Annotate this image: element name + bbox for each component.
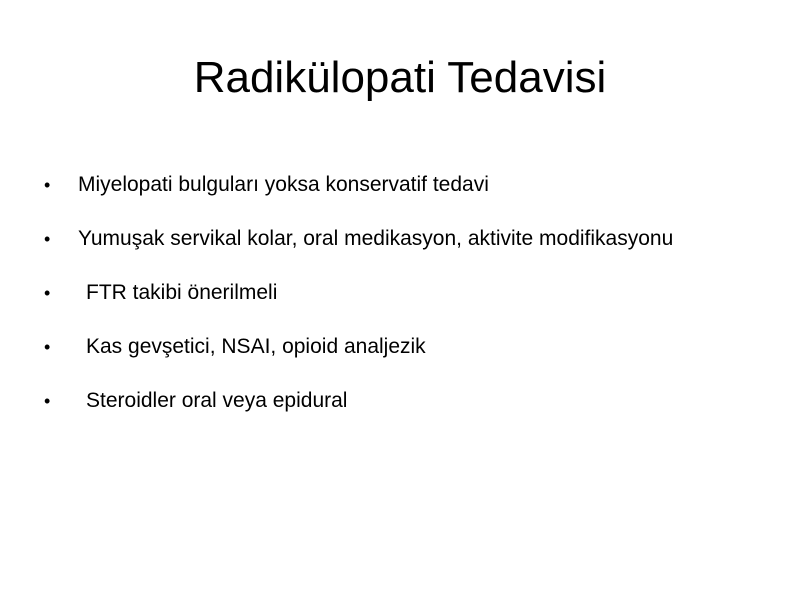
bullet-icon: • — [44, 283, 51, 303]
bullet-icon: • — [44, 391, 51, 411]
bullet-text: Miyelopati bulguları yoksa konservatif tedavi — [78, 173, 489, 196]
bullet-icon: • — [44, 229, 51, 249]
bullet-text: Steroidler oral veya epidural — [86, 389, 348, 412]
bullet-text: Kas gevşetici, NSAI, opioid analjezik — [86, 335, 426, 358]
slide-title: Radikülopati Tedavisi — [193, 53, 607, 102]
bullet-list — [40, 160, 740, 430]
list-item — [40, 376, 740, 426]
list-item — [40, 214, 678, 264]
list-item — [40, 268, 740, 318]
list-item — [40, 322, 740, 372]
bullet-icon: • — [44, 175, 51, 195]
list-item — [40, 160, 740, 210]
bullet-text: FTR takibi önerilmeli — [86, 281, 278, 304]
bullet-icon: • — [44, 337, 51, 357]
bullet-text: Yumuşak servikal kolar, oral medikasyon, aktivite modifikasyonu — [78, 227, 674, 250]
